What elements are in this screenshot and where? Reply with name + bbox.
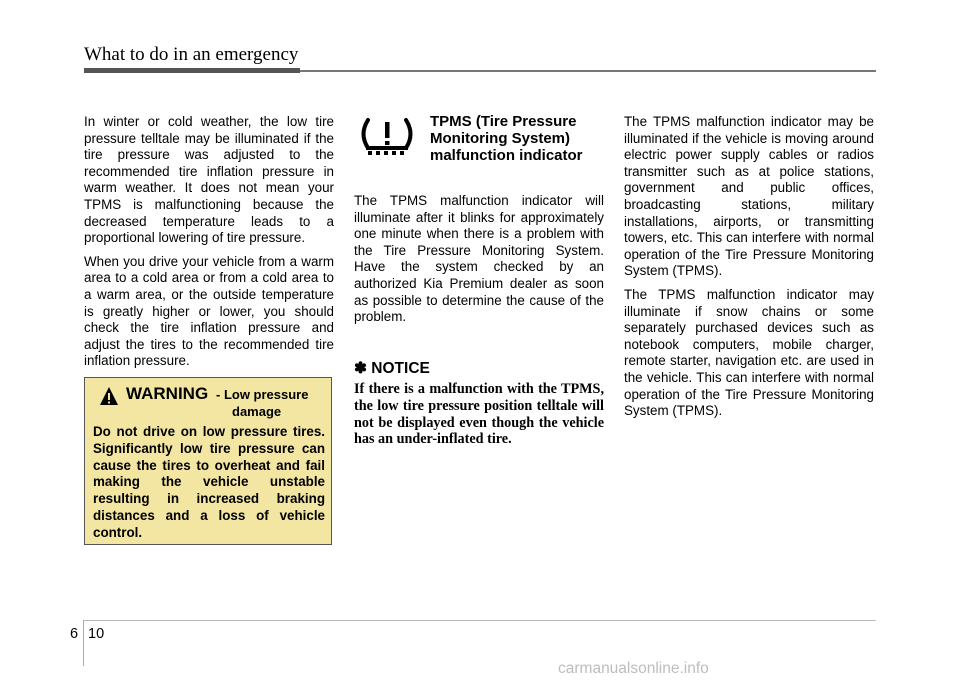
tpms-paragraph: The TPMS malfunction indicator will illuminate after it blinks for approximately one minute when there is a problem with the Tire Pressure Monitoring System. Have the system checked by an authorized Kia Premium dealer as soon as possible to determine the cause of the problem. [354, 193, 604, 325]
warning-body: Do not drive on low pressure tires. Significantly low tire pressure can cause the tires to overheat and fail making the vehicle unstable resulting in increased braking distances and a loss of vehicle control. [93, 424, 325, 540]
paragraph-cold-weather: In winter or cold weather, the low tire pressure telltale may be illuminated if the tire pressure was adjusted to the recommended tire inflation pressure in warm weather. It does not mean your TPMS is malfunctioning because the decreased temperature leads to a proportional lowering of tire pressure. [84, 114, 334, 246]
warning-label: WARNING [126, 384, 209, 403]
watermark: carmanualsonline.info [558, 660, 709, 677]
warning-box [84, 377, 332, 545]
footer-rule-horizontal [83, 620, 876, 621]
header-rule-thick [84, 68, 300, 73]
notice-heading: ✽ NOTICE [354, 360, 430, 377]
notice-body: If there is a malfunction with the TPMS, the low tire pressure position telltale will not be displayed even though the vehicle has an under-inflated tire. [354, 381, 604, 448]
header-rule-thin [300, 70, 876, 72]
header-title: What to do in an emergency [84, 44, 299, 65]
footer-page-number: 10 [88, 626, 105, 642]
warning-triangle-icon [99, 386, 119, 406]
paragraph-device-interference: The TPMS malfunction indicator may illuminate if snow chains or some separately purchased devices such as notebook computers, mobile charger, remote starter, navigation etc. are used in the vehicle. This can interfere with normal operation of the Tire Pressure Monitoring System (TPMS). [624, 286, 874, 419]
footer-section-number: 6 [70, 626, 79, 642]
tpms-heading: TPMS (Tire Pressure Monitoring System) malfunction indicator [430, 113, 583, 164]
column-left [84, 114, 334, 377]
warning-subtitle-line1: - Low pressure [216, 387, 309, 402]
tpms-malfunction-icon [354, 114, 420, 160]
footer-rule-vertical [83, 620, 84, 666]
column-right [624, 114, 874, 427]
warning-subtitle-line2: damage [232, 404, 282, 419]
paragraph-radio-interference: The TPMS malfunction indicator may be illuminated if the vehicle is moving around electric power supply cables or radios transmitter such as at police stations, government and public offices, broadcasting stations, military installations, airports, or transmitting towers, etc. This can interfere with normal operation of the Tire Pressure Monitoring System (TPMS). [624, 114, 874, 279]
paragraph-temperature-change: When you drive your vehicle from a warm area to a cold area or from a cold area to a warm area, or the outside temperature is greatly higher or lower, you should check the tire inflation pressure and adjust the tires to the recommended tire inflation pressure. [84, 253, 334, 369]
